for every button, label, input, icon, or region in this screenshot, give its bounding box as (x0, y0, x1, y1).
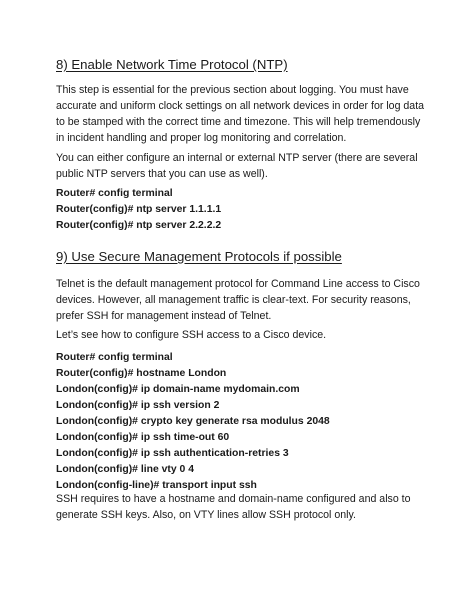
section-9-paragraph-3: SSH requires to have a hostname and domain-name configured and also to generate SSH keys. Also, on VTY lines allow SSH protocol only. (56, 493, 411, 521)
command-line: London(config-line)# transport input ssh (56, 480, 257, 491)
command-line: London(config)# ip ssh version 2 (56, 400, 220, 411)
section-8-paragraph-1: This step is essential for the previous section about logging. You must have accurate and uniform clock settings on all network devices in order for log data to be stamped with the correct time and timezone. This will help tremendously in incident handling and proper log monitoring and correlation. (56, 84, 425, 144)
section-9-paragraph-1: Telnet is the default management protocol for Command Line access to Cisco devices. However, all management traffic is clear-text. For security reasons, prefer SSH for management instead of Telnet. (56, 278, 420, 322)
command-line: Router# config terminal (56, 188, 173, 199)
command-line: London(config)# ip ssh time-out 60 (56, 432, 230, 443)
command-line: London(config)# crypto key generate rsa modulus 2048 (56, 416, 330, 427)
section-8-paragraph-2: You can either configure an internal or external NTP server (there are several public NTP servers that you can use as well). (56, 152, 418, 180)
command-line: London(config)# ip domain-name mydomain.com (56, 384, 300, 395)
command-line: London(config)# line vty 0 4 (56, 464, 194, 475)
section-8-command-block (56, 186, 221, 234)
section-8-heading: 8) Enable Network Time Protocol (NTP) (56, 57, 288, 72)
command-line: Router# config terminal (56, 352, 173, 363)
section-9-paragraph-2: Let’s see how to configure SSH access to a Cisco device. (56, 329, 327, 341)
section-9-command-block (56, 350, 330, 494)
command-line: Router(config)# hostname London (56, 368, 227, 379)
command-line: London(config)# ip ssh authentication-retries 3 (56, 448, 289, 459)
section-9-heading: 9) Use Secure Management Protocols if possible (56, 249, 342, 264)
command-line: Router(config)# ntp server 2.2.2.2 (56, 220, 222, 231)
command-line: Router(config)# ntp server 1.1.1.1 (56, 204, 222, 215)
